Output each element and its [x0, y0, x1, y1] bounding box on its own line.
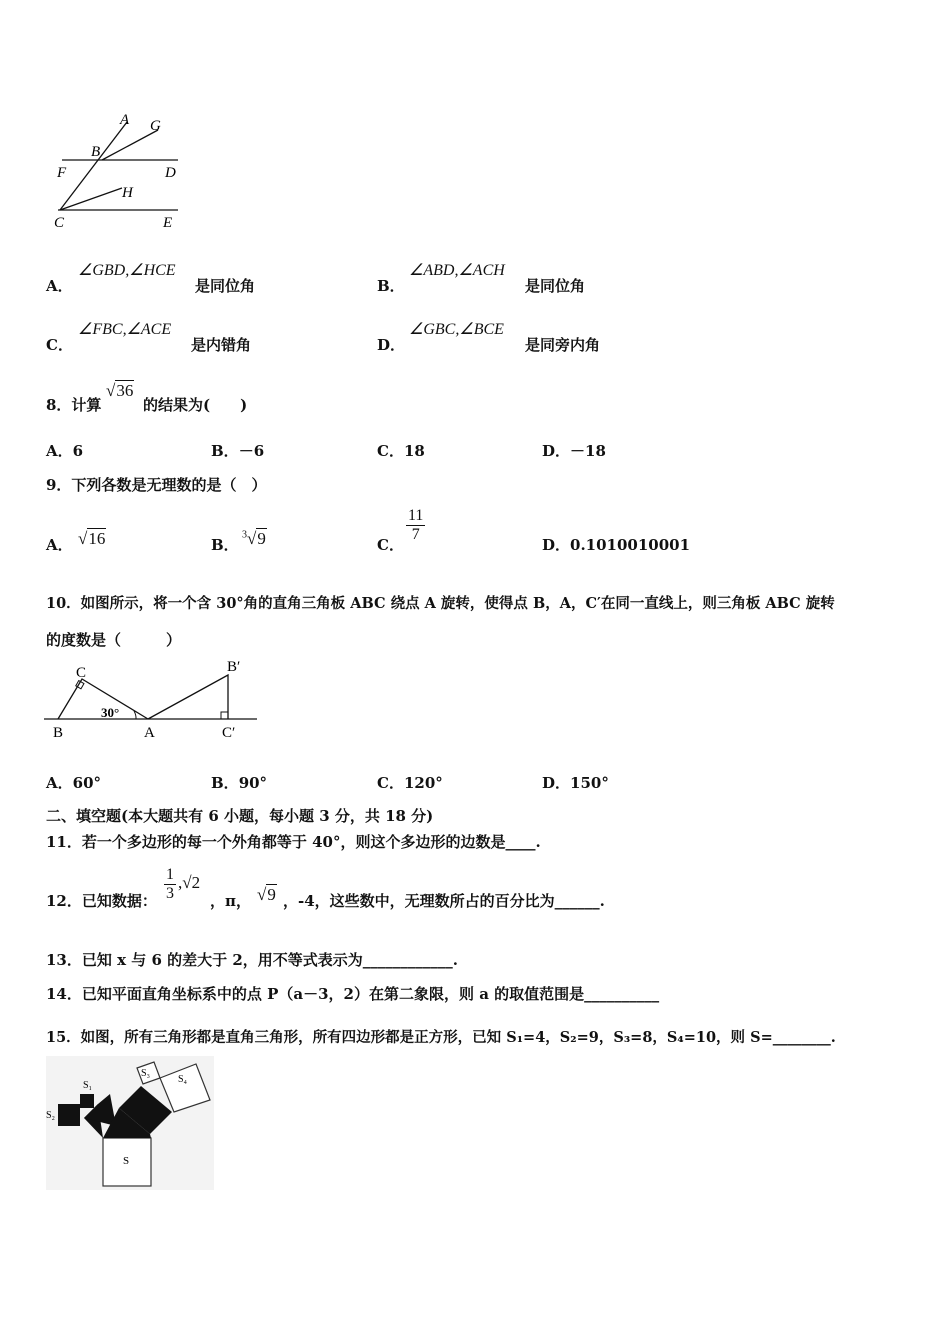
q7-option-a-math: ∠GBD,∠HCE: [78, 262, 176, 279]
q9-option-a-radicand: 16: [88, 529, 106, 548]
q8-option-a-letter: A．: [46, 442, 73, 460]
q10-option-a: [46, 772, 101, 793]
label-s3: S₃: [141, 1068, 151, 1079]
q10-option-c-value: 120°: [403, 774, 443, 792]
q8-option-d-letter: D．: [542, 442, 571, 460]
q12-sqrt2: ,√2: [178, 873, 201, 892]
q9-option-b-cbrt: $^3$√9: [242, 529, 266, 548]
q12-radicand: 9: [267, 885, 276, 904]
label-c: C: [54, 215, 65, 231]
q8-option-c-letter: C．: [377, 442, 404, 460]
q10-option-b: [211, 772, 267, 793]
q8-option-c: [377, 440, 425, 461]
q9-option-c-num: 11: [408, 507, 424, 524]
q12-fraction: [164, 866, 176, 903]
q7-option-a-text: 是同位角: [195, 277, 256, 295]
q8-option-d-value: －18: [570, 442, 606, 460]
pythagoras-squares-figure: [46, 1056, 214, 1190]
q8-option-b: [211, 440, 264, 461]
label-s2: S₂: [46, 1110, 56, 1121]
q10-option-c-letter: C．: [377, 774, 404, 792]
q10-option-c: [377, 772, 443, 793]
q12-frac-den: 3: [166, 885, 174, 902]
q10-option-a-value: 60°: [72, 774, 102, 792]
line-ca: [60, 122, 127, 210]
parallel-lines-figure: [50, 110, 200, 235]
q7-option-d-letter: D．: [377, 336, 406, 354]
q9-option-c-letter: C．: [377, 536, 404, 554]
q8-option-a-value: 6: [72, 442, 84, 460]
q7-option-b-math: ∠ABD,∠ACH: [409, 262, 505, 279]
q10-option-d: [542, 772, 609, 793]
label-e: E: [163, 215, 173, 231]
label-d: D: [165, 165, 176, 181]
line-bg: [102, 130, 158, 160]
q13-text: 13．已知 x 与 6 的差大于 2，用不等式表示为____________.: [46, 951, 459, 969]
q11-text: 11．若一个多边形的每一个外角都等于 40°，则这个多边形的边数是____.: [46, 833, 541, 851]
q7-option-c-math: ∠FBC,∠ACE: [78, 321, 172, 338]
q12-frac-num: 1: [166, 866, 174, 883]
q7-option-b-letter: B．: [377, 277, 405, 295]
q9-option-b-letter: B．: [211, 536, 239, 554]
section-title: 二、填空题(本大题共有 6 小题，每小题 3 分，共 18 分): [46, 807, 434, 825]
q7-option-c-text: 是内错角: [191, 336, 252, 354]
rotation-triangle-figure: [44, 655, 264, 745]
q8-option-b-letter: B．: [211, 442, 239, 460]
label-b: B: [91, 144, 101, 160]
q8-suffix: 的结果为( ): [143, 396, 248, 414]
q7-option-b-text: 是同位角: [525, 277, 586, 295]
label-s1: S₁: [83, 1080, 93, 1091]
label-h: H: [122, 185, 133, 201]
label-c: C: [76, 665, 87, 681]
triangle-ab2c2: [148, 675, 228, 719]
label-30-degrees: 30°: [101, 705, 120, 720]
q10-option-b-value: 90°: [238, 774, 268, 792]
q10-option-b-letter: B．: [211, 774, 239, 792]
square-s2: [58, 1104, 80, 1126]
q10-stem-line1: 10．如图所示，将一个含 30°角的直角三角板 ABC 绕点 A 旋转，使得点 B，A，C′在同一直线上，则三角板 ABC 旋转: [46, 595, 835, 612]
q14-text: 14．已知平面直角坐标系中的点 P（a－3，2）在第二象限，则 a 的取值范围是__________: [46, 985, 660, 1003]
label-b: B: [53, 725, 64, 741]
q8-option-b-value: －6: [238, 442, 265, 460]
q12-mid: ，π，: [210, 892, 251, 910]
q7-option-d-math: ∠GBC,∠BCE: [409, 321, 504, 338]
right-angle-c2: [221, 712, 228, 719]
label-f: F: [57, 165, 67, 181]
square-s1: [80, 1094, 94, 1108]
label-s: S: [123, 1155, 130, 1167]
q10-option-d-letter: D．: [542, 774, 571, 792]
q9-option-a-letter: A．: [46, 536, 73, 554]
q8-sqrt: √36: [106, 381, 134, 400]
q10-stem-line2: 的度数是（ ）: [46, 631, 182, 649]
q9-stem: 9．下列各数是无理数的是（ ）: [46, 476, 267, 494]
q7-option-a-letter: A．: [46, 277, 73, 295]
q10-option-a-letter: A．: [46, 774, 73, 792]
q8-radicand: 36: [116, 381, 134, 400]
q9-option-d-value: 0.1010010001: [570, 536, 691, 554]
q7-option-d-text: 是同旁内角: [525, 336, 601, 354]
q8-option-d: [542, 440, 606, 461]
label-g: G: [150, 118, 161, 134]
q15-text: 15．如图，所有三角形都是直角三角形，所有四边形都是正方形，已知 S₁=4，S₂=9，S₃=8，S₄=10，则 S=________.: [46, 1029, 836, 1046]
label-s4: S₄: [178, 1074, 188, 1085]
label-c-prime: C′: [222, 725, 236, 741]
q9-option-c-fraction: [406, 507, 425, 544]
label-a: A: [144, 725, 155, 741]
q12-sqrt9: √9: [257, 885, 276, 904]
label-a: A: [120, 112, 130, 128]
q9-option-b-index: 3: [242, 529, 247, 541]
q8-option-a: [46, 440, 83, 461]
label-b-prime: B′: [227, 659, 241, 675]
q9-option-b-radicand: 9: [257, 529, 266, 548]
q9-option-c-den: 7: [411, 526, 420, 543]
q8-prefix: 8．计算: [46, 396, 102, 414]
line-ch: [60, 188, 122, 210]
q9-option-d: [542, 534, 690, 555]
q12-suffix: ，-4，这些数中，无理数所占的百分比为______.: [283, 892, 605, 910]
q12-prefix: 12．已知数据：: [46, 892, 157, 910]
q8-option-c-value: 18: [403, 442, 425, 460]
q7-option-c-letter: C．: [46, 336, 73, 354]
q9-option-d-letter: D．: [542, 536, 571, 554]
q9-option-a-sqrt: √16: [78, 529, 106, 548]
q10-option-d-value: 150°: [570, 774, 609, 792]
